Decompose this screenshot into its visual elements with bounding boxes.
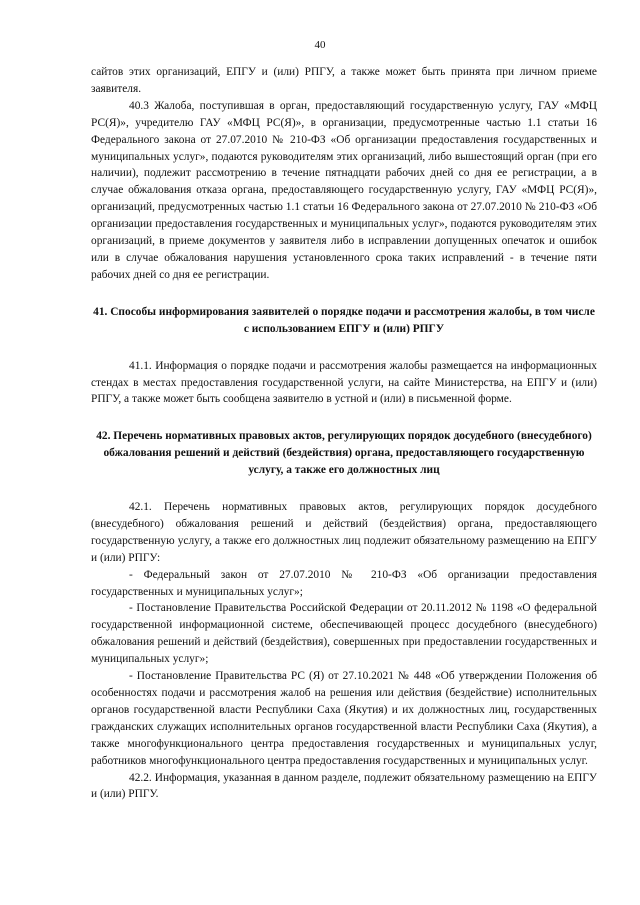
list-item-decree-1198: - Постановление Правительства Российской Федерации от 20.11.2012 № 1198 «О федеральной государственной информационной системе, обеспечивающей процесс досудебного (внесудебного) обжалования решений и действий (бездействия), совершенных при предоставлении государственных и муниципальных услуг»; <box>91 602 597 666</box>
page-content <box>91 64 597 803</box>
paragraph-41-1: 41.1. Информация о порядке подачи и рассмотрения жалобы размещается на информационных стендах в местах предоставления государственной услуги, на сайте Министерства, на ЕПГУ и (или) РПГУ, а также может быть сообщена заявителю в устной и (или) в письменной форме. <box>91 359 597 406</box>
paragraph-42-2: 42.2. Информация, указанная в данном разделе, подлежит обязательному размещению на ЕПГУ и (или) РПГУ. <box>91 771 597 801</box>
list-item-law-210: - Федеральный закон от 27.07.2010 № 210-ФЗ «Об организации предоставления государственных и муниципальных услуг»; <box>91 568 597 598</box>
section-41-heading: 41. Способы информирования заявителей о порядке подачи и рассмотрения жалобы, в том числе с использованием ЕПГУ и (или) РПГУ <box>93 305 595 335</box>
paragraph-42-1: 42.1. Перечень нормативных правовых актов, регулирующих порядок досудебного (внесудебного) обжалования решений и действий (бездействия) органа, предоставляющего государственную услугу, а также его должностных лиц подлежит обязательному размещению на ЕПГУ и (или) РПГУ: <box>91 501 597 564</box>
paragraph-continuation: сайтов этих организаций, ЕПГУ и (или) РПГУ, а также может быть принята при личном приеме заявителя. <box>91 66 597 95</box>
paragraph-40-3: 40.3 Жалоба, поступившая в орган, предоставляющий государственную услугу, ГАУ «МФЦ РС(Я)», учредителю ГАУ «МФЦ РС(Я)», в организации, предусмотренные частью 1.1 статьи 16 Федерального закона от 27.07.2010 № 210-ФЗ «Об организации предоставления государственных и муниципальных услуг», подаются руководителям этих организаций, либо вышестоящий орган (при его наличии), подлежит рассмотрению в течение пятнадцати рабочих дней со дня ее регистрации, а в случае обжалования отказа органа, предоставляющего государственную услугу, ГАУ «МФЦ РС(Я)», организаций, предусмотренных частью 1.1 статьи 16 Федерального закона от 27.07.2010 № 210-ФЗ «Об организации предоставления государственных и муниципальных услуг», подаются руководителям этих организаций, в приеме документов у заявителя либо в исправлении допущенных опечаток и ошибок или в случае обжалования нарушения установленного срока таких исправлений - в течение пяти рабочих дней со дня ее регистрации. <box>91 99 597 281</box>
section-42-heading: 42. Перечень нормативных правовых актов, регулирующих порядок досудебного (внесудебного) обжалования решений и действий (бездействия) органа, предоставляющего государственную услугу, а также его должностных лиц <box>96 430 592 477</box>
page-number: 40 <box>314 39 326 51</box>
list-item-decree-448: - Постановление Правительства РС (Я) от 27.10.2021 № 448 «Об утверждении Положения об особенностях подачи и рассмотрения жалоб на решения или действия (бездействие) исполнительных органов государственной власти Республики Саха (Якутия) и их должностных лиц, государственных гражданских служащих исполнительных органов государственной власти Республики Саха (Якутия), а также многофункционального центра предоставления государственных и муниципальных услуг, работников многофункционального центра предоставления государственных и муниципальных услуг. <box>91 670 597 767</box>
